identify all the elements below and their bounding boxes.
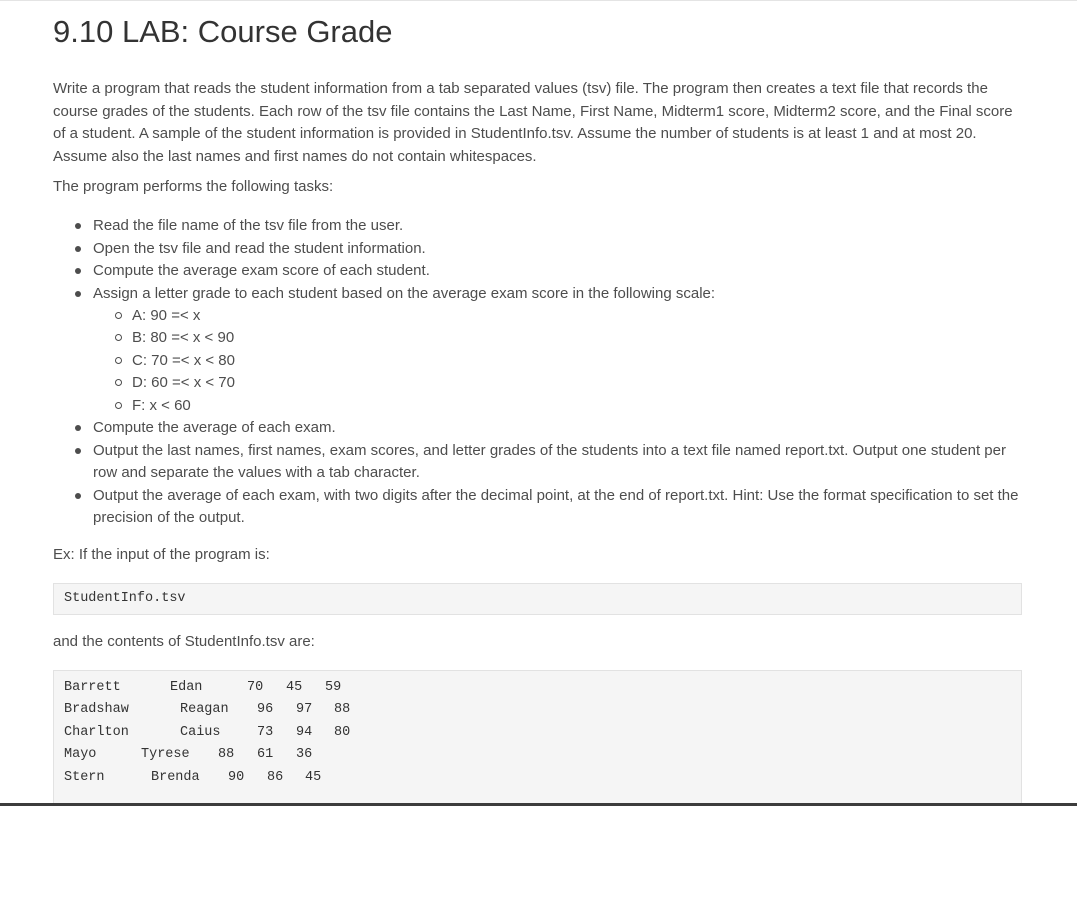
grade-scale-list — [93, 305, 1023, 417]
example-input-code: StudentInfo.tsv — [53, 583, 1022, 615]
task-item: Output the last names, first names, exam scores, and letter grades of the students into a text file named report.txt. Output one student per row and separate the values with a tab character. — [93, 440, 1023, 485]
tsv-first-name: Brenda — [151, 769, 200, 785]
tsv-first-name: Reagan — [180, 702, 229, 718]
tsv-last-name: Charlton — [64, 724, 129, 740]
tsv-score: 45 — [305, 769, 322, 785]
tsv-row — [64, 677, 1011, 699]
task-item: Open the tsv file and read the student information. — [93, 238, 1023, 261]
tsv-score: 80 — [334, 724, 351, 740]
tsv-score: 94 — [296, 724, 313, 740]
grade-scale-item: B: 80 =< x < 90 — [132, 327, 1023, 349]
tsv-score: 59 — [325, 680, 342, 695]
grade-scale-item: F: x < 60 — [132, 395, 1023, 417]
tasks-lead-text: The program performs the following tasks: — [53, 178, 334, 195]
grade-scale-item: A: 90 =< x — [132, 305, 1023, 327]
task-item: Read the file name of the tsv file from the user. — [93, 215, 1023, 238]
tsv-score: 45 — [286, 680, 303, 695]
tsv-score: 86 — [267, 769, 284, 785]
example-lead-text: Ex: If the input of the program is: — [53, 546, 270, 563]
tsv-last-name: Bradshaw — [64, 702, 129, 718]
tsv-row — [64, 699, 1011, 721]
tsv-score: 61 — [257, 747, 274, 763]
tsv-contents-code — [53, 670, 1022, 806]
page-title: 9.10 LAB: Course Grade — [53, 14, 393, 49]
tsv-score: 88 — [218, 747, 235, 763]
tsv-score: 36 — [296, 747, 313, 763]
tsv-first-name: Caius — [180, 724, 221, 740]
task-item: Compute the average of each exam. — [93, 417, 1023, 440]
tsv-row — [64, 722, 1011, 744]
tsv-score: 97 — [296, 702, 313, 718]
tsv-score: 73 — [257, 724, 274, 740]
tsv-score: 96 — [257, 702, 274, 718]
tsv-last-name: Barrett — [64, 680, 121, 695]
task-item: Output the average of each exam, with two digits after the decimal point, at the end of report.txt. Hint: Use the format specification to set the precision of the output. — [93, 485, 1023, 530]
task-item: Assign a letter grade to each student based on the average exam score in the following scale: A: 90 =< x B: 80 =< x < 90 C: 70 =< x < 80 D: 60 =< x < 70 F: x < 60 — [93, 283, 1023, 418]
tsv-row — [64, 767, 1011, 789]
top-divider — [0, 0, 1077, 1]
intro-paragraph: Write a program that reads the student information from a tab separated values (tsv) file. The program then creates a text file that records the course grades of the students. Each row of the tsv file contains the Last Name, First Name, Midterm1 score, Midterm2 score, and the Final score of a student. A sample of the student information is provided in StudentInfo.tsv. Assume the number of students is at least 1 and at most 20. Assume also the last names and first names do not contain whitespaces. — [53, 80, 1013, 165]
tsv-first-name: Tyrese — [141, 747, 190, 763]
grade-scale-item: D: 60 =< x < 70 — [132, 372, 1023, 394]
contents-lead-text: and the contents of StudentInfo.tsv are: — [53, 633, 315, 650]
tsv-last-name: Stern — [64, 769, 105, 785]
tsv-row — [64, 744, 1011, 766]
tsv-last-name: Mayo — [64, 747, 97, 763]
tsv-first-name: Edan — [170, 680, 203, 695]
tsv-score: 88 — [334, 702, 351, 718]
grade-scale-item: C: 70 =< x < 80 — [132, 350, 1023, 372]
task-list — [53, 215, 1023, 530]
tsv-score: 90 — [228, 769, 245, 785]
tsv-score: 70 — [247, 680, 264, 695]
task-item: Compute the average exam score of each student. — [93, 260, 1023, 283]
